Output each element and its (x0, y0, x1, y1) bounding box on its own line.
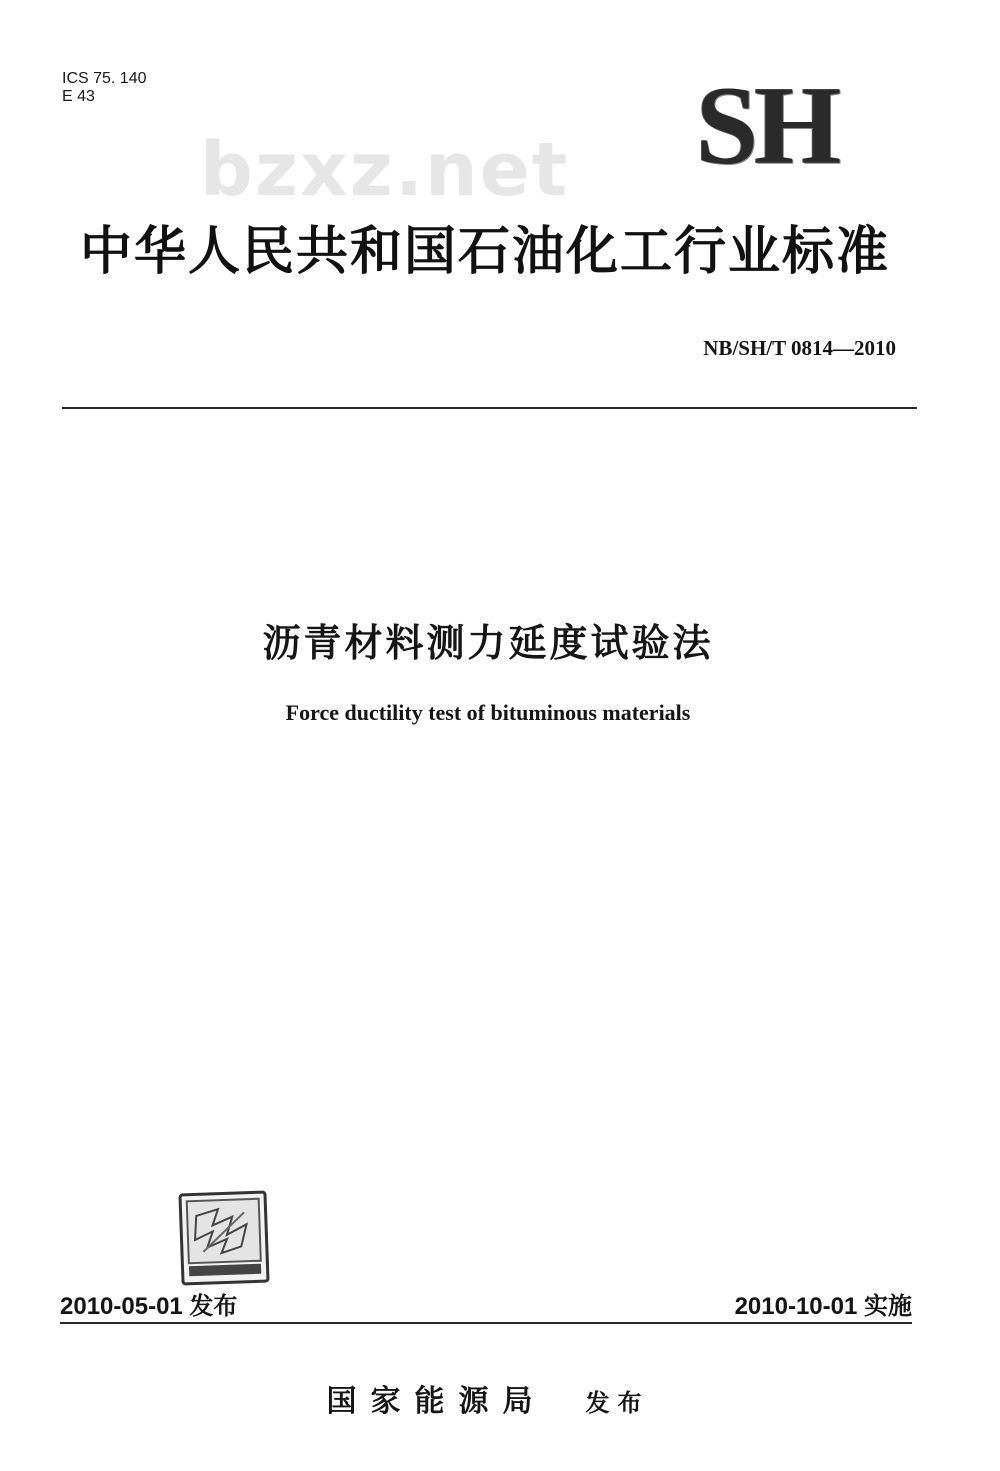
top-divider (62, 407, 917, 409)
category-code: E 43 (62, 88, 95, 105)
ics-code: ICS 75. 140 (62, 70, 147, 87)
official-seal-icon (178, 1190, 269, 1285)
classification-codes (62, 70, 147, 106)
watermark: bzxz.net (200, 127, 570, 213)
implement-date: 2010-10-01 实施 (734, 1293, 912, 1320)
issuer-action: 发布 (585, 1389, 650, 1417)
document-title-chinese: 沥青材料测力延度试验法 (262, 621, 714, 665)
standard-category-title: 中华人民共和国石油化工行业标准 (80, 222, 891, 282)
standard-number: NB/SH/T 0814—2010 (703, 336, 896, 360)
sh-logo: SH (696, 64, 838, 188)
issuer-name: 国家能源局 (326, 1384, 547, 1419)
bottom-divider (60, 1322, 912, 1324)
publish-date: 2010-05-01 发布 (60, 1293, 238, 1320)
issuer (0, 1376, 976, 1420)
document-title-english: Force ductility test of bituminous materials (285, 700, 691, 725)
